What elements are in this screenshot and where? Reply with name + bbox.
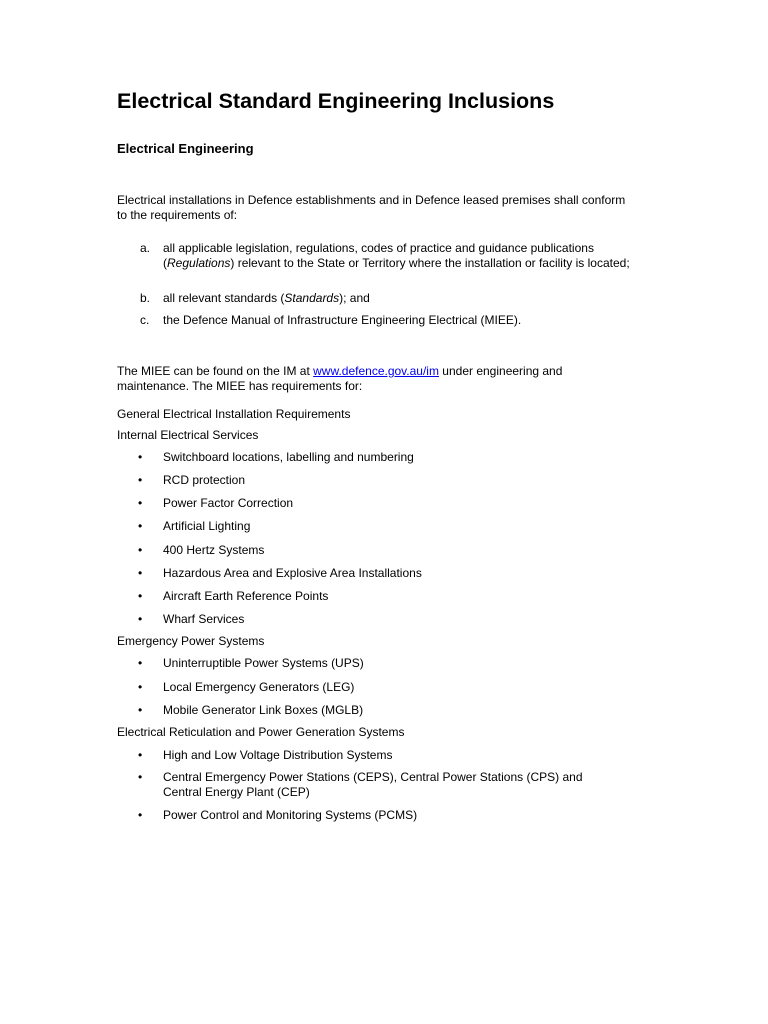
bullet-icon: • xyxy=(138,680,143,694)
miee-paragraph: The MIEE can be found on the IM at www.defence.gov.au/im under engineering and maintenance. The MIEE has requirements for: xyxy=(117,364,563,393)
bullet-icon: • xyxy=(138,656,143,670)
bullet-icon: • xyxy=(138,566,143,580)
section-reticulation: Electrical Reticulation and Power Generation Systems xyxy=(117,725,405,739)
defence-im-link[interactable]: www.defence.gov.au/im xyxy=(313,364,439,378)
bullet-icon: • xyxy=(138,473,143,487)
section-emergency: Emergency Power Systems xyxy=(117,634,265,648)
list-marker: b. xyxy=(140,291,151,305)
emphasis-text: Standards xyxy=(284,291,340,305)
emphasis-text: Regulations xyxy=(167,256,231,270)
bullet-icon: • xyxy=(138,519,143,533)
list-marker: c. xyxy=(140,313,150,327)
section-internal: Internal Electrical Services xyxy=(117,428,259,442)
intro-paragraph: Electrical installations in Defence establishments and in Defence leased premises shall conform to the requirements of: xyxy=(117,193,626,222)
bullet-icon: • xyxy=(138,612,143,626)
bullet-icon: • xyxy=(138,770,143,784)
bullet-icon: • xyxy=(138,589,143,603)
bullet-icon: • xyxy=(138,496,143,510)
page-title: Electrical Standard Engineering Inclusions xyxy=(117,89,555,113)
section-general: General Electrical Installation Requirements xyxy=(117,407,351,421)
bullet-icon: • xyxy=(138,703,143,717)
bullet-icon: • xyxy=(138,748,143,762)
list-marker: a. xyxy=(140,241,151,255)
bullet-icon: • xyxy=(138,808,143,822)
bullet-icon: • xyxy=(138,450,143,464)
bullet-icon: • xyxy=(138,543,143,557)
section-heading: Electrical Engineering xyxy=(117,141,254,156)
